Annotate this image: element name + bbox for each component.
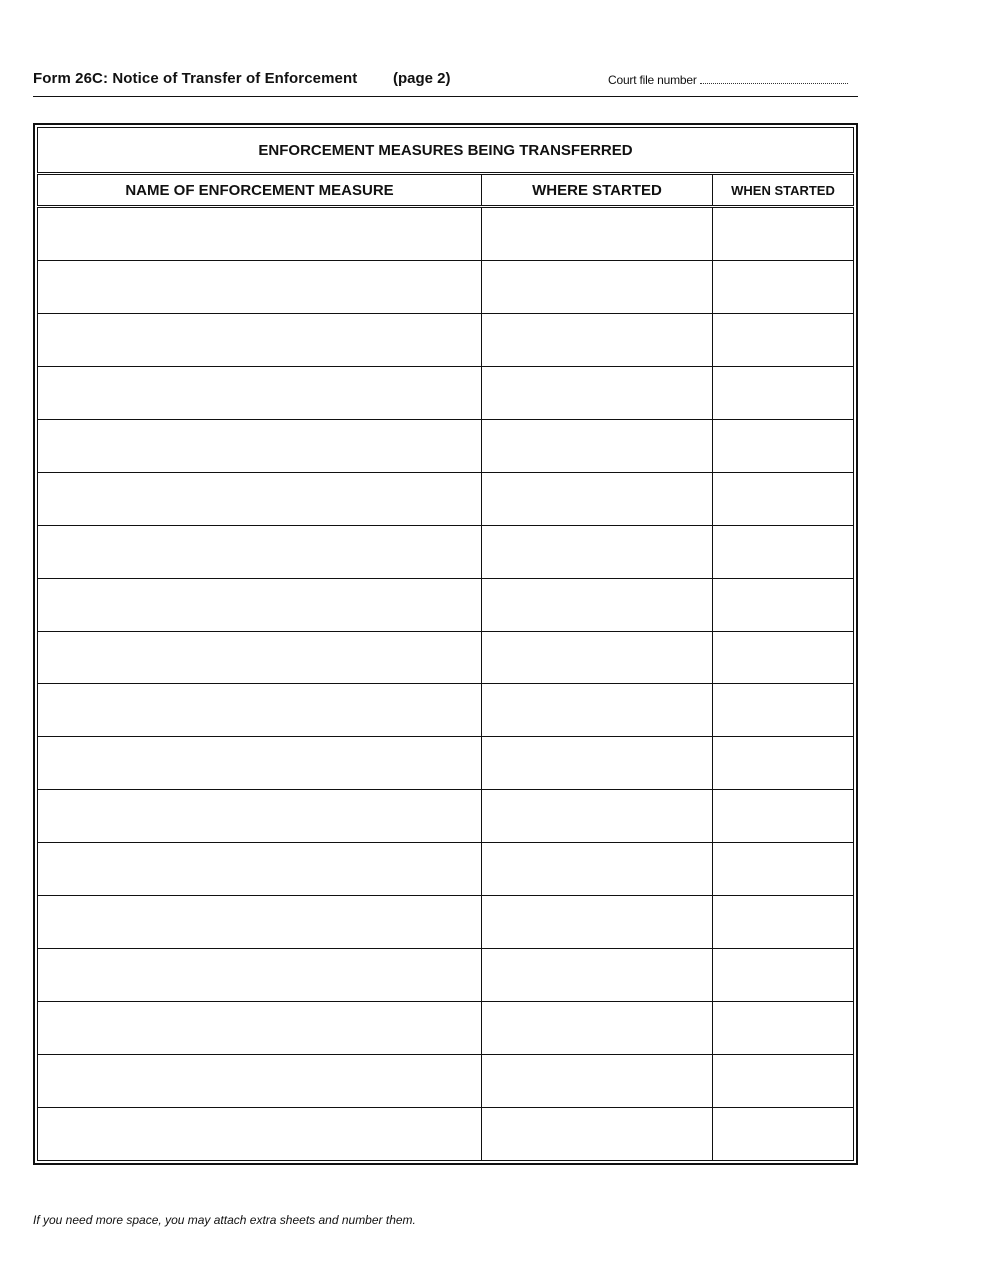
measure-name-cell[interactable] [38,419,482,472]
column-header-measure-name: NAME OF ENFORCEMENT MEASURE [38,174,482,207]
where-started-cell[interactable] [482,790,713,843]
when-started-cell[interactable] [713,843,854,896]
table-row [38,790,854,843]
table-row [38,1055,854,1108]
table-body [38,207,854,1161]
measure-name-cell[interactable] [38,1055,482,1108]
where-started-cell[interactable] [482,1002,713,1055]
where-started-cell[interactable] [482,949,713,1002]
where-started-cell[interactable] [482,684,713,737]
table-row [38,525,854,578]
table-row [38,1002,854,1055]
measure-name-cell[interactable] [38,1002,482,1055]
where-started-cell[interactable] [482,525,713,578]
where-started-cell[interactable] [482,631,713,684]
form-header [33,68,858,92]
table-row [38,684,854,737]
table-row [38,949,854,1002]
when-started-cell[interactable] [713,313,854,366]
where-started-cell[interactable] [482,843,713,896]
table-row [38,843,854,896]
where-started-cell[interactable] [482,260,713,313]
page-indicator: (page 2) [393,70,451,87]
header-divider [33,96,858,97]
where-started-cell[interactable] [482,578,713,631]
measure-name-cell[interactable] [38,684,482,737]
measure-name-cell[interactable] [38,737,482,790]
measure-name-cell[interactable] [38,207,482,261]
when-started-cell[interactable] [713,207,854,261]
when-started-cell[interactable] [713,737,854,790]
when-started-cell[interactable] [713,1002,854,1055]
table-row [38,896,854,949]
table-row [38,419,854,472]
court-file-number [608,73,848,87]
table-row [38,737,854,790]
when-started-cell[interactable] [713,1107,854,1160]
when-started-cell[interactable] [713,631,854,684]
measure-name-cell[interactable] [38,790,482,843]
measure-name-cell[interactable] [38,949,482,1002]
where-started-cell[interactable] [482,207,713,261]
table-row [38,578,854,631]
when-started-cell[interactable] [713,419,854,472]
table-row [38,313,854,366]
table-row [38,366,854,419]
measure-name-cell[interactable] [38,843,482,896]
measure-name-cell[interactable] [38,472,482,525]
when-started-cell[interactable] [713,260,854,313]
where-started-cell[interactable] [482,419,713,472]
court-file-number-field[interactable] [700,74,848,84]
table-row [38,1107,854,1160]
when-started-cell[interactable] [713,578,854,631]
measure-name-cell[interactable] [38,896,482,949]
when-started-cell[interactable] [713,472,854,525]
measure-name-cell[interactable] [38,313,482,366]
when-started-cell[interactable] [713,790,854,843]
measure-name-cell[interactable] [38,260,482,313]
table-caption-row [38,128,854,174]
where-started-cell[interactable] [482,366,713,419]
measure-name-cell[interactable] [38,1107,482,1160]
column-header-when-started: WHEN STARTED [713,174,854,207]
when-started-cell[interactable] [713,525,854,578]
enforcement-measures-table-frame [33,123,858,1165]
when-started-cell[interactable] [713,896,854,949]
table-row [38,631,854,684]
measure-name-cell[interactable] [38,631,482,684]
where-started-cell[interactable] [482,472,713,525]
court-file-number-label: Court file number [608,73,697,87]
when-started-cell[interactable] [713,684,854,737]
where-started-cell[interactable] [482,1107,713,1160]
when-started-cell[interactable] [713,366,854,419]
table-caption: ENFORCEMENT MEASURES BEING TRANSFERRED [38,128,854,174]
where-started-cell[interactable] [482,737,713,790]
table-row [38,472,854,525]
column-header-where-started: WHERE STARTED [482,174,713,207]
table-row [38,207,854,261]
when-started-cell[interactable] [713,949,854,1002]
when-started-cell[interactable] [713,1055,854,1108]
enforcement-measures-table [37,127,854,1161]
measure-name-cell[interactable] [38,525,482,578]
form-title: Form 26C: Notice of Transfer of Enforcement [33,70,358,87]
where-started-cell[interactable] [482,1055,713,1108]
where-started-cell[interactable] [482,313,713,366]
where-started-cell[interactable] [482,896,713,949]
footnote: If you need more space, you may attach extra sheets and number them. [33,1213,416,1227]
measure-name-cell[interactable] [38,578,482,631]
measure-name-cell[interactable] [38,366,482,419]
table-row [38,260,854,313]
table-header-row [38,174,854,207]
